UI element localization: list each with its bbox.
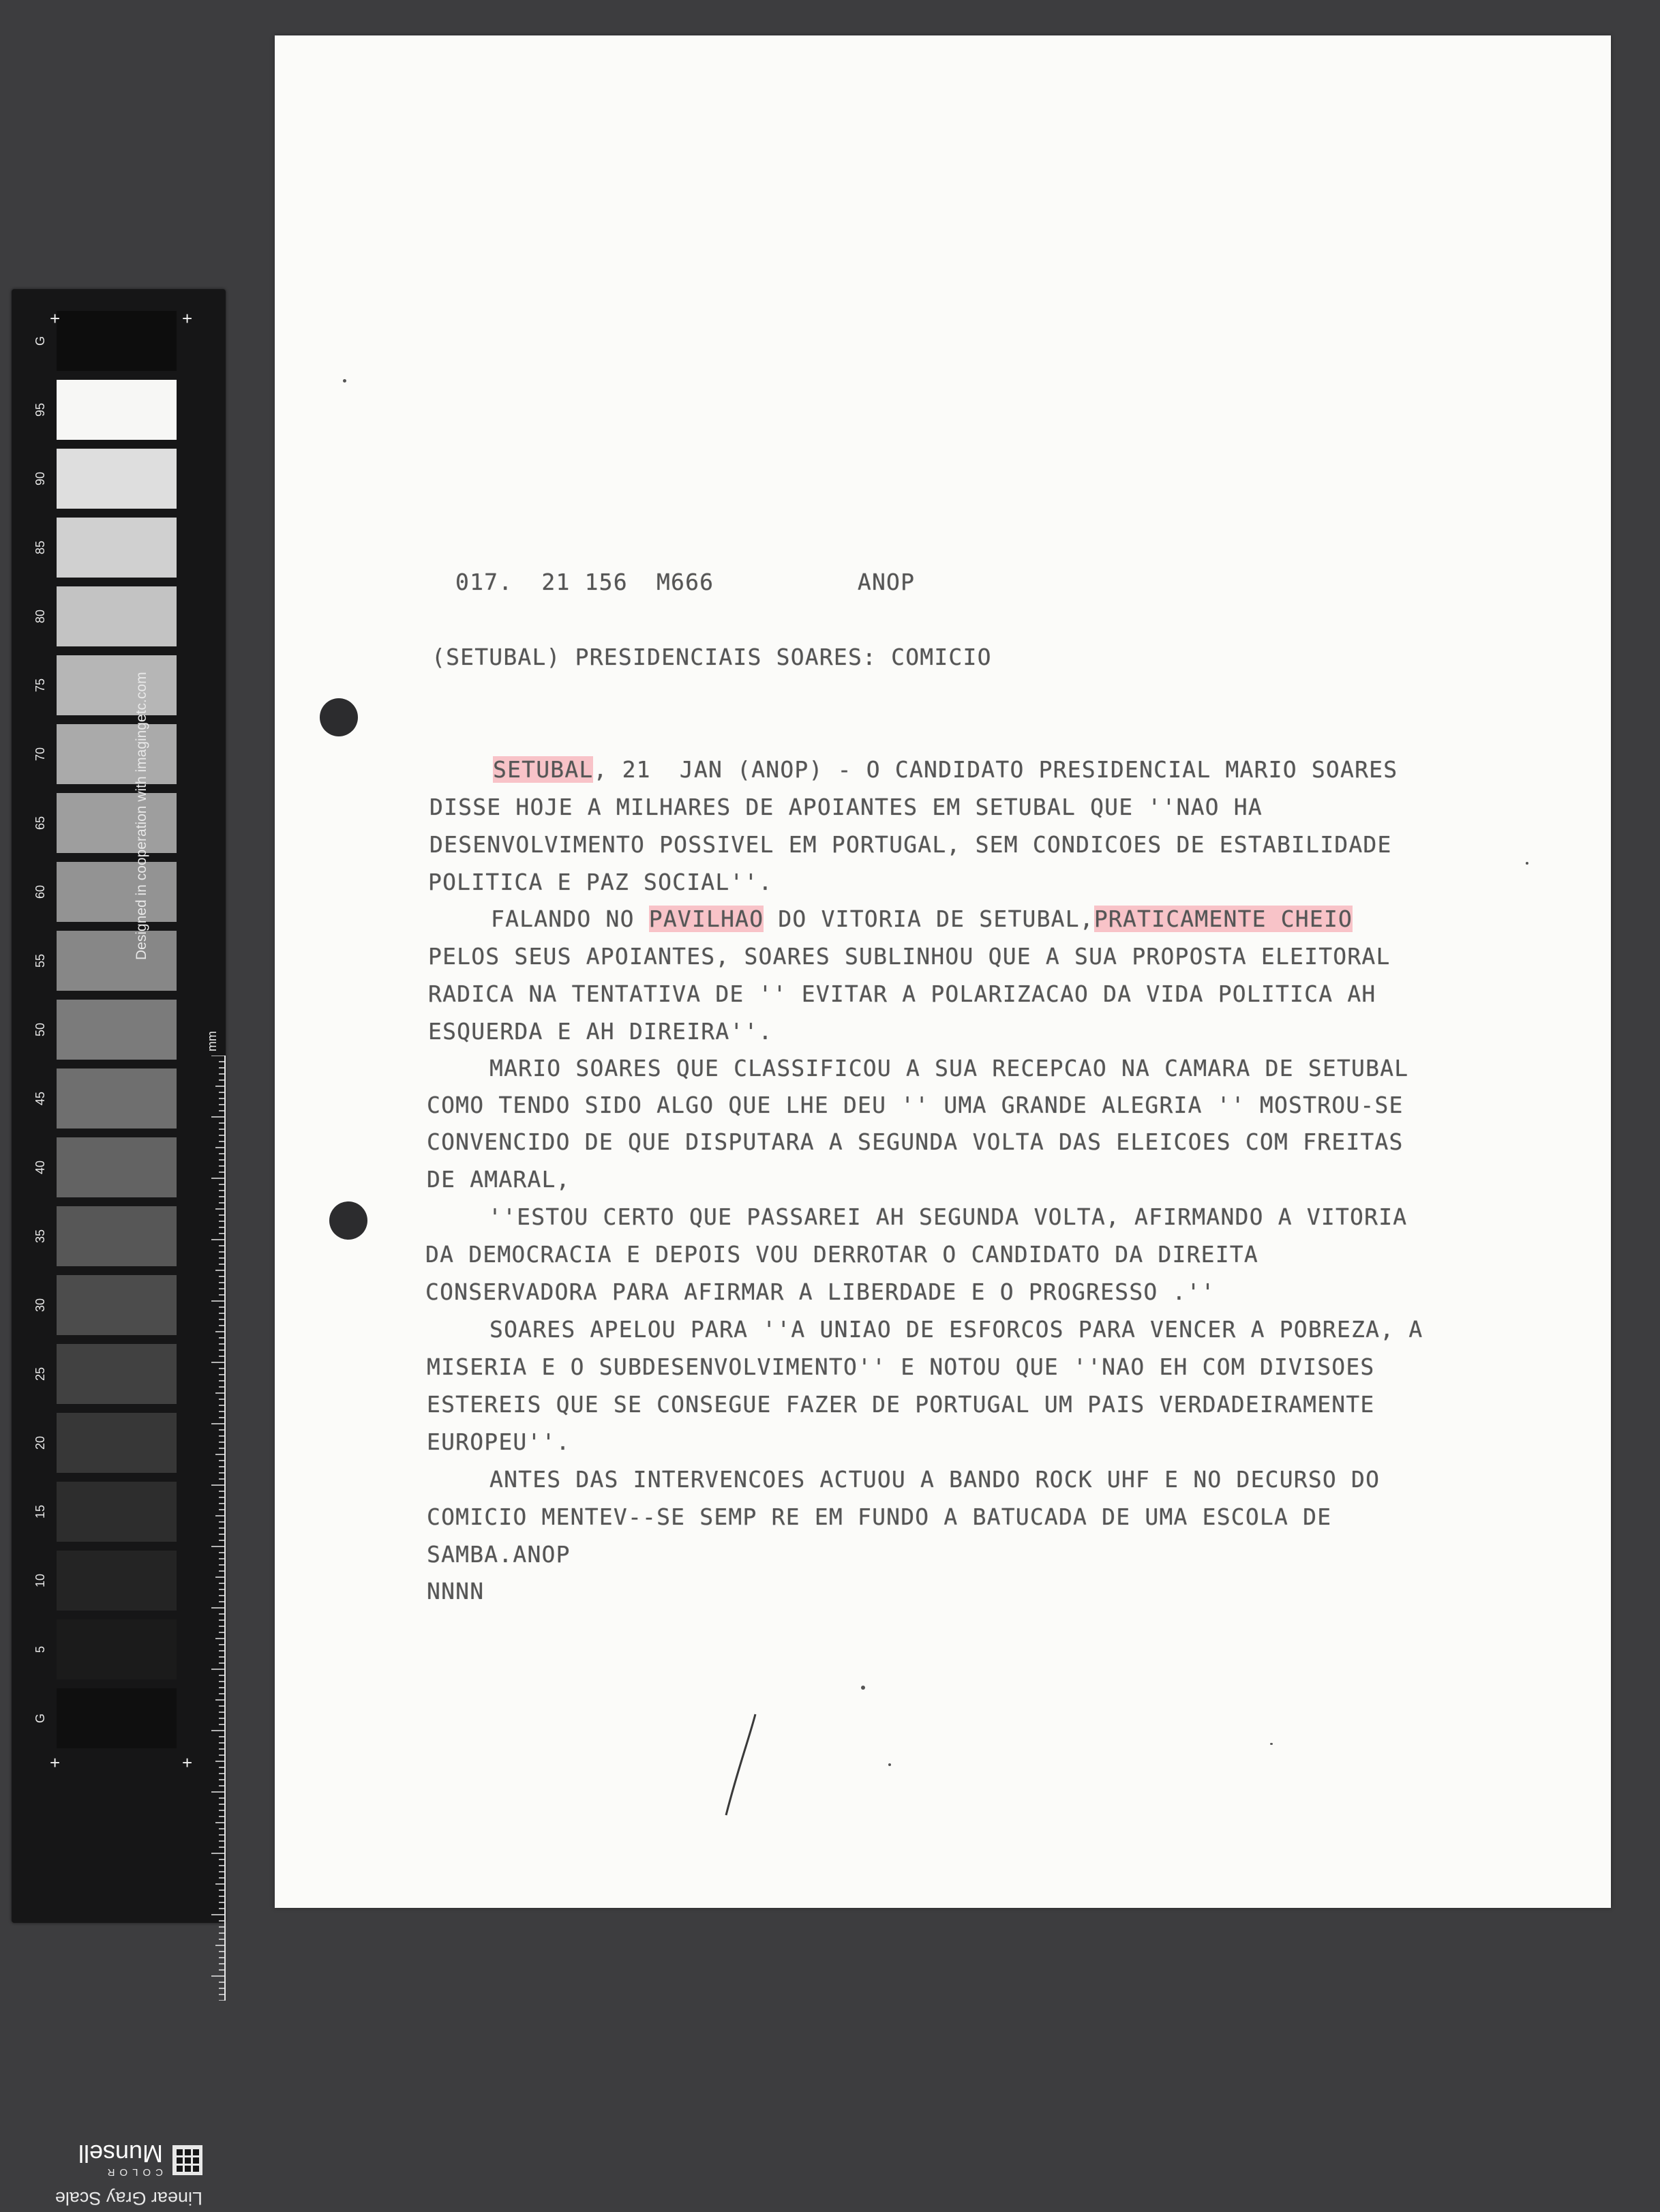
header-line: 017. 21 156 M666 ANOP xyxy=(455,569,916,595)
crosshair-icon: + xyxy=(50,308,61,329)
credit-text: Designed in cooperation with imagingetc.com xyxy=(134,672,149,960)
crosshair-icon: + xyxy=(50,1752,61,1773)
punch-hole xyxy=(329,1201,367,1240)
punch-hole xyxy=(320,698,358,736)
text-line: COMO TENDO SIDO ALGO QUE LHE DEU '' UMA GRANDE ALEGRIA '' MOSTROU-SE xyxy=(427,1092,1404,1118)
gray-patch xyxy=(57,1137,177,1197)
highlight-praticamente-cheio: PRATICAMENTE CHEIO xyxy=(1093,906,1353,932)
text-line: DISSE HOJE A MILHARES DE APOIANTES EM SETUBAL QUE ''NAO HA xyxy=(429,794,1263,820)
text-line: ''ESTOU CERTO QUE PASSAREI AH SEGUNDA VOLTA, AFIRMANDO A VITORIA xyxy=(488,1204,1408,1230)
brand-name: Munsell xyxy=(78,2140,163,2168)
text-span: DO VITORIA DE SETUBAL, xyxy=(764,906,1094,932)
text-line: MARIO SOARES QUE CLASSIFICOU A SUA RECEPCAO NA CAMARA DE SETUBAL xyxy=(489,1055,1409,1081)
gray-patch-label: 45 xyxy=(33,1091,47,1106)
gray-patch xyxy=(57,1619,177,1679)
gray-patch xyxy=(57,862,177,922)
gray-patch xyxy=(57,449,177,509)
text-line: COMICIO MENTEV--SE SEMP RE EM FUNDO A BATUCADA DE UMA ESCOLA DE xyxy=(427,1504,1332,1530)
gray-patch xyxy=(57,1413,177,1473)
crosshair-icon: + xyxy=(182,308,193,329)
speck xyxy=(343,379,346,383)
gray-patch xyxy=(57,1068,177,1129)
text-line: DA DEMOCRACIA E DEPOIS VOU DERROTAR O CANDIDATO DA DIREITA xyxy=(425,1241,1258,1268)
gray-patch xyxy=(57,724,177,784)
gray-patch xyxy=(57,1688,177,1748)
gray-patch xyxy=(57,1482,177,1542)
text-span: FALANDO NO xyxy=(491,906,649,932)
speck xyxy=(888,1763,891,1766)
gray-scale-card xyxy=(12,289,226,2209)
gray-patch xyxy=(57,518,177,578)
gray-patch-label: 95 xyxy=(33,402,47,417)
gray-patch-label: 75 xyxy=(33,678,47,693)
text-line: POLITICA E PAZ SOCIAL''. xyxy=(428,869,773,895)
brand-subtitle: COLOR xyxy=(102,2166,163,2178)
teletype-text xyxy=(421,564,1594,1628)
highlight-pavilhao: PAVILHAO xyxy=(648,906,764,932)
gray-patch-label: 25 xyxy=(33,1366,47,1381)
text-line: CONSERVADORA PARA AFIRMAR A LIBERDADE E O PROGRESSO .'' xyxy=(425,1279,1216,1305)
gray-patch-label: 90 xyxy=(33,471,47,486)
text-line: ESTEREIS QUE SE CONSEGUE FAZER DE PORTUGAL UM PAIS VERDADEIRAMENTE xyxy=(427,1391,1375,1418)
crosshair-icon: + xyxy=(182,1752,193,1773)
gray-patch xyxy=(57,1551,177,1611)
gray-patch xyxy=(57,1000,177,1060)
pen-mark xyxy=(718,1713,759,1822)
gray-patch-label: 40 xyxy=(33,1160,47,1175)
gray-patch-label: 35 xyxy=(33,1229,47,1244)
brand-block xyxy=(52,2076,202,2212)
gray-patch-label: 60 xyxy=(33,884,47,899)
gray-patch-label: 65 xyxy=(33,816,47,831)
text-line xyxy=(491,901,1353,935)
gray-patch xyxy=(57,655,177,715)
end-line: NNNN xyxy=(427,1578,485,1604)
speck xyxy=(861,1686,865,1690)
text-line: ESQUERDA E AH DIREIRA''. xyxy=(428,1018,773,1045)
unit-label: mm xyxy=(205,1031,219,1051)
highlight-setubal: SETUBAL xyxy=(493,756,594,783)
text-line: SAMBA.ANOP xyxy=(427,1541,571,1568)
text-line: MISERIA E O SUBDESENVOLVIMENTO'' E NOTOU QUE ''NAO EH COM DIVISOES xyxy=(427,1354,1375,1380)
gray-patch-label: 70 xyxy=(33,747,47,762)
text-line: CONVENCIDO DE QUE DISPUTARA A SEGUNDA VOLTA DAS ELEICOES COM FREITAS xyxy=(427,1129,1404,1155)
gray-patch-label: 5 xyxy=(33,1646,47,1654)
gray-patch xyxy=(57,1344,177,1404)
document-page xyxy=(275,35,1611,1908)
gray-patch xyxy=(57,586,177,646)
gray-patch-label: 10 xyxy=(33,1573,47,1588)
title-line: (SETUBAL) PRESIDENCIAIS SOARES: COMICIO xyxy=(432,644,992,670)
gray-patch-label: 85 xyxy=(33,540,47,555)
text-line: DESENVOLVIMENTO POSSIVEL EM PORTUGAL, SEM CONDICOES DE ESTABILIDADE xyxy=(429,831,1392,858)
scale-title: Linear Gray Scale xyxy=(55,2188,202,2209)
gray-patch-label: G xyxy=(33,1714,47,1724)
text-line: ANTES DAS INTERVENCOES ACTUOU A BANDO ROCK UHF E NO DECURSO DO xyxy=(489,1466,1380,1493)
gray-patch-label: 30 xyxy=(33,1298,47,1313)
gray-patch-label: 55 xyxy=(33,953,47,968)
gray-patch-label: 80 xyxy=(33,609,47,624)
text-line: EUROPEU''. xyxy=(427,1429,571,1455)
gray-patch xyxy=(57,931,177,991)
gray-patch-label: 50 xyxy=(33,1022,47,1037)
text-line: RADICA NA TENTATIVA DE '' EVITAR A POLARIZACAO DA VIDA POLITICA AH xyxy=(428,981,1376,1007)
gray-patch xyxy=(57,380,177,440)
text-line: DE AMARAL, xyxy=(427,1166,571,1193)
speck xyxy=(1270,1743,1273,1745)
gray-patch xyxy=(57,1206,177,1266)
gray-patch-label: 15 xyxy=(33,1504,47,1519)
gray-patch xyxy=(57,1275,177,1335)
gray-patch xyxy=(57,793,177,853)
text-span: , 21 JAN (ANOP) - O CANDIDATO PRESIDENCIAL MARIO SOARES xyxy=(593,756,1398,783)
gray-patch-label: 20 xyxy=(33,1435,47,1450)
gray-patch-label: G xyxy=(33,336,47,346)
text-line: SOARES APELOU PARA ''A UNIAO DE ESFORCOS PARA VENCER A POBREZA, A xyxy=(489,1316,1423,1343)
mm-ruler xyxy=(209,1056,226,2001)
text-line xyxy=(493,751,1398,786)
text-line: PELOS SEUS APOIANTES, SOARES SUBLINHOU QUE A SUA PROPOSTA ELEITORAL xyxy=(428,943,1391,970)
munsell-logo-icon xyxy=(172,2145,202,2175)
gray-patch xyxy=(57,311,177,371)
